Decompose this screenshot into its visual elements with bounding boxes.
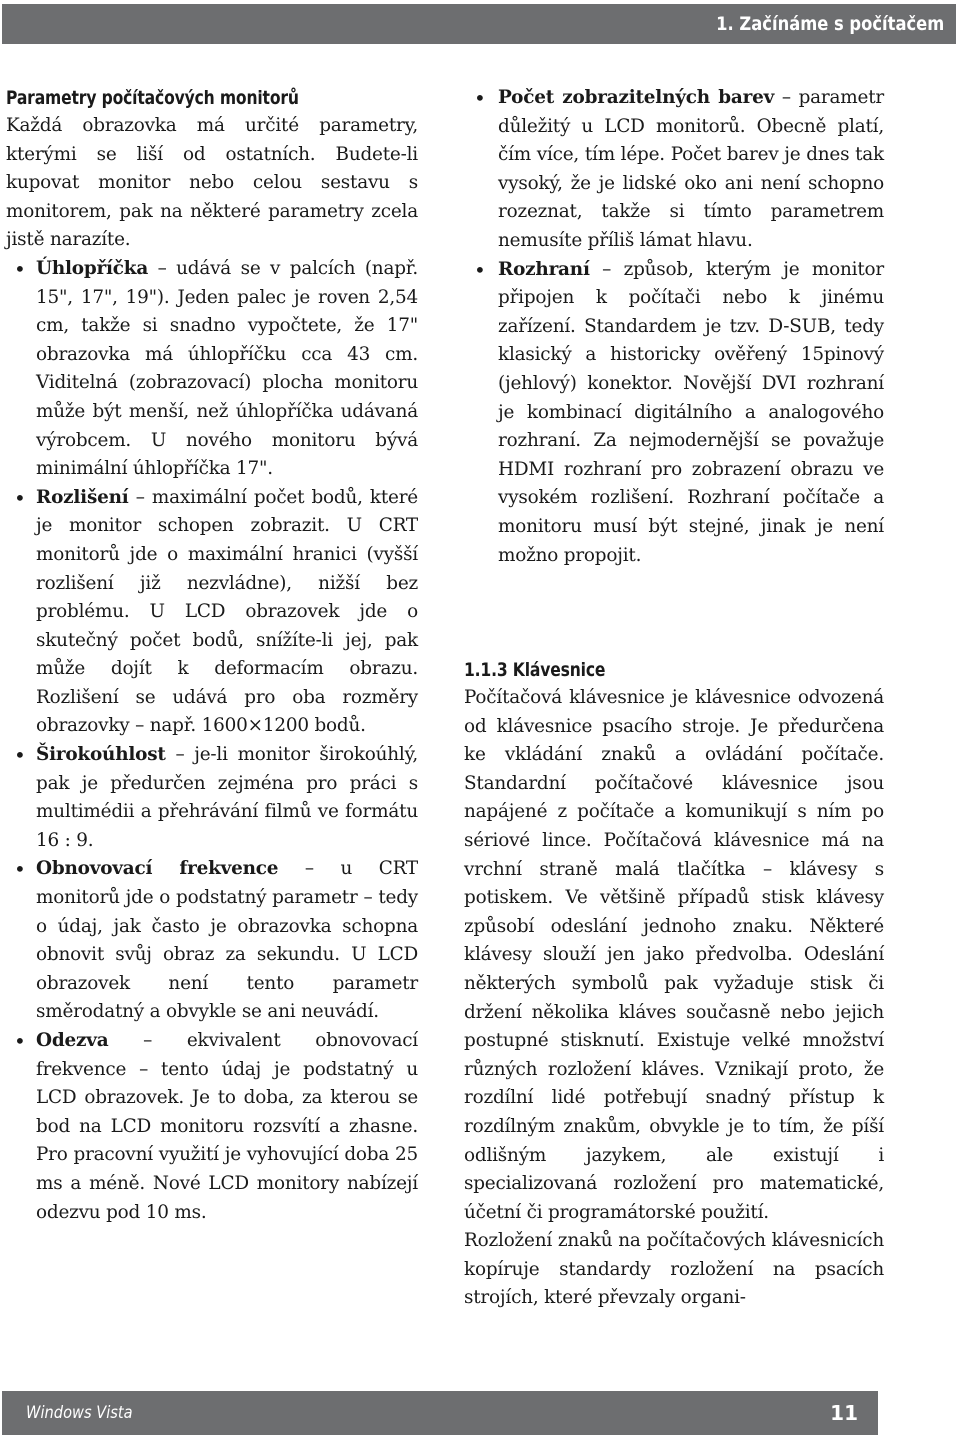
section-heading-monitor-parameters: Parametry počítačových monitorů (6, 87, 299, 109)
list-item (6, 741, 418, 855)
left-column (6, 84, 418, 1227)
term-description: – udává se v palcích (např. 15", 17", 19"). Jeden palec je roven 2,54 cm, takže si snadno vypočtete, že 17" obrazovka má úhlopříčku cca 43 cm. Viditelná (zobrazovací) plocha monitoru může být menší, než úhlopříčka udávaná výrobcem. U nového monitoru bývá minimální úhlopříčka 17". (36, 257, 418, 480)
parameter-list-continued (464, 84, 884, 570)
list-item (6, 484, 418, 741)
intro-paragraph: Každá obrazovka má určité parametry, kterými se liší od ostatních. Budete-li kupovat monitor nebo celou sestavu s monitorem, pak na některé parametry zcela jistě narazíte. (6, 115, 418, 251)
page-number: 11 (830, 1401, 858, 1425)
term-label: Rozlišení (36, 486, 129, 508)
chapter-title: 1. Začínáme s počítačem (715, 13, 944, 35)
list-item (464, 84, 884, 256)
footer-bar (2, 1391, 878, 1435)
term-description: – je-li monitor širokoúhlý, pak je předurčen zejména pro práci s multimédii a přehrávání filmů ve formátu 16 : 9. (36, 744, 418, 851)
layout-paragraph: Rozložení znaků na počítačových klávesnicích kopíruje standardy rozložení na psacích strojích, které převzaly organi- (464, 1230, 884, 1309)
section-heading-keyboard: 1.1.3 Klávesnice (464, 659, 606, 681)
term-description: – ekvivalent obnovovací frekvence – tento údaj je podstatný u LCD obrazovek. Je to doba, za kterou se bod na LCD monitoru rozsvítí a zhasne. Pro pracovní využití je vyhovující doba 25 ms a méně. Nové LCD monitory nabízejí odezvu pod 10 ms. (36, 1030, 418, 1223)
term-label: Úhlopříčka (36, 257, 149, 279)
term-label: Počet zobrazitelných barev (498, 87, 775, 108)
term-label: Obnovovací frekvence (36, 858, 279, 880)
list-item (6, 1027, 418, 1227)
term-description: – způsob, kterým je monitor připojen k počítači nebo k jinému zařízení. Standardem je tzv. D-SUB, tedy klasický a historicky ověřený 15pinový (jehlový) konektor. Novější DVI rozhraní je kombinací digitálního a analogového rozhraní. Za nejmodernější se považuje HDMI rozhraní pro zobrazení obrazu ve vysokém rozlišení. Rozhraní počítače a monitoru musí být stejné, jinak je není možno propojit. (498, 258, 884, 566)
term-description: – u CRT monitorů jde o podstatný parametr – tedy o údaj, jak často je obrazovka schopna obnovit svůj obraz za sekundu. U LCD obrazovek není tento parametr směrodatný a obvykle se ani neuvádí. (36, 858, 418, 1023)
term-label: Odezva (36, 1030, 109, 1051)
book-title: Windows Vista (26, 1403, 133, 1423)
term-label: Širokoúhlost (36, 744, 166, 766)
keyboard-section (464, 656, 884, 1313)
term-label: Rozhraní (498, 258, 590, 280)
chapter-header-bar (2, 4, 956, 44)
right-column (464, 84, 884, 570)
list-item (6, 255, 418, 484)
parameter-list (6, 255, 418, 1227)
term-description: – parametr důležitý u LCD monitorů. Obecně platí, čím více, tím lépe. Počet barev je dnes tak vysoký, že je lidské oko ani není schopno rozeznat, takže si tímto parametrem nemusíte příliš lámat hlavu. (498, 87, 884, 251)
keyboard-paragraph: Počítačová klávesnice je klávesnice odvozená od klávesnice psacího stroje. Je předurčena ke vkládání znaků a ovládání počítače. Standardní počítačové klávesnice jsou napájené z počítače a komunikují s ním po sériové lince. Počítačová klávesnice má na vrchní straně malá tlačítka – klávesy s potiskem. Ve většině případů stisk klávesy způsobí odeslání jednoho znaku. Některé klávesy slouží jen jako předvolba. Odeslání některých symbolů pak vyžaduje stisk či držení několika kláves současně nebo jejich postupné stisknutí. Existuje velké množství různých rozložení kláves. Vznikají proto, že rozdílní lidé potřebují snadný přístup k rozdílným znakům, obvykle je to tím, že píší odlišným jazykem, ale existují i specializovaná rozložení pro matematické, účetní či programátorské použití. (464, 687, 884, 1223)
term-description: – maximální počet bodů, které je monitor schopen zobrazit. U CRT monitorů jde o maximální hranici (vyšší rozlišení již nezvládne), nižší bez problému. U LCD obrazovek jde o skutečný počet bodů, snížíte-li jej, pak může dojít k deformacím obrazu. Rozlišení se udává pro oba rozměry obrazovky – např. 1600×1200 bodů. (36, 486, 418, 737)
list-item (6, 855, 418, 1027)
list-item (464, 256, 884, 571)
